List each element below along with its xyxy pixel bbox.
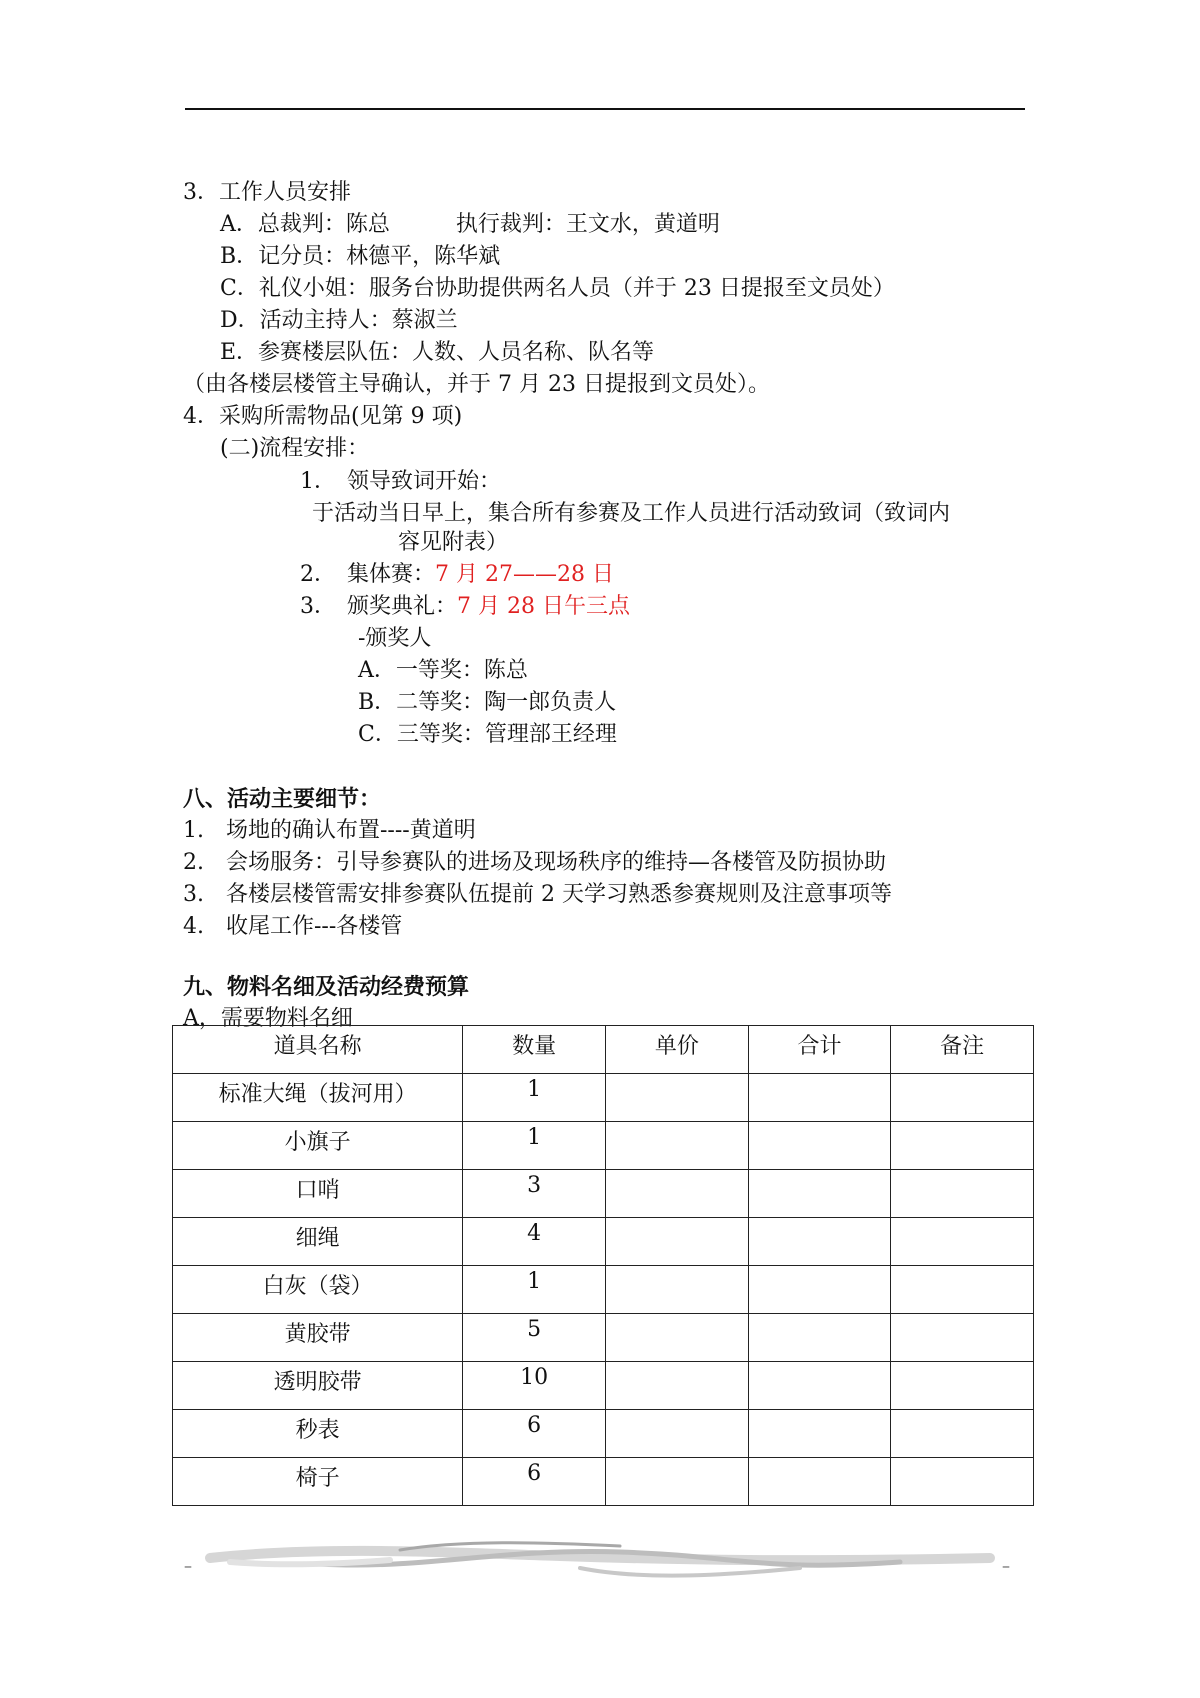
cell-unit-price <box>606 1314 749 1362</box>
staff-item-d: D．活动主持人：蔡淑兰 <box>220 308 458 333</box>
cell-total <box>748 1458 891 1506</box>
cell-remarks <box>891 1458 1034 1506</box>
cell-quantity: 6 <box>463 1458 606 1506</box>
cell-remarks <box>891 1122 1034 1170</box>
presenter-label: -颁奖人 <box>358 626 432 651</box>
cell-total <box>748 1122 891 1170</box>
column-header-total: 合计 <box>748 1026 891 1074</box>
cell-unit-price <box>606 1170 749 1218</box>
table-row <box>173 1170 1034 1218</box>
cell-quantity: 1 <box>463 1122 606 1170</box>
cell-quantity: 1 <box>463 1266 606 1314</box>
cell-unit-price <box>606 1266 749 1314</box>
cell-unit-price <box>606 1410 749 1458</box>
cell-total <box>748 1074 891 1122</box>
column-header-item-name: 道具名称 <box>173 1026 463 1074</box>
cell-item-name: 黄胶带 <box>173 1314 463 1362</box>
cell-remarks <box>891 1170 1034 1218</box>
cell-total <box>748 1362 891 1410</box>
table-row <box>173 1122 1034 1170</box>
staff-item-e-note: （由各楼层楼管主导确认，并于 7 月 23 日提报到文员处）。 <box>183 372 770 397</box>
materials-subheading: A，需要物料名细 <box>183 1006 353 1031</box>
cell-remarks <box>891 1314 1034 1362</box>
purchase-line: 4．采购所需物品(见第 9 项) <box>183 404 463 429</box>
staff-item-c: C．礼仪小姐：服务台协助提供两名人员（并于 23 日提报至文员处） <box>220 276 895 301</box>
staff-item-e: E．参赛楼层队伍：人数、人员名称、队名等 <box>220 340 655 365</box>
staff-item-a: A．总裁判：陈总 执行裁判：王文水，黄道明 <box>220 212 720 237</box>
footer-right-mark: – <box>1002 1556 1010 1575</box>
table-row <box>173 1218 1034 1266</box>
column-header-unit-price: 单价 <box>606 1026 749 1074</box>
process-item-3-label: 3． 颁奖典礼： <box>300 594 457 619</box>
column-header-remarks: 备注 <box>891 1026 1034 1074</box>
cell-quantity: 10 <box>463 1362 606 1410</box>
cell-total <box>748 1218 891 1266</box>
details-item: 2. 会场服务：引导参赛队的进场及现场秩序的维持—各楼管及防损协助 <box>183 850 886 875</box>
cell-total <box>748 1314 891 1362</box>
cell-quantity: 6 <box>463 1410 606 1458</box>
staff-item-b: B．记分员：林德平，陈华斌 <box>220 244 501 269</box>
table-header-row <box>173 1026 1034 1074</box>
cell-item-name: 细绳 <box>173 1218 463 1266</box>
process-heading: (二)流程安排： <box>220 436 370 461</box>
cell-quantity: 1 <box>463 1074 606 1122</box>
cell-item-name: 透明胶带 <box>173 1362 463 1410</box>
process-item-2-label: 2． 集体赛： <box>300 562 435 587</box>
award-third: C．三等奖：管理部王经理 <box>358 722 617 747</box>
footer-left-mark: – <box>184 1556 192 1575</box>
cell-total <box>748 1170 891 1218</box>
cell-unit-price <box>606 1074 749 1122</box>
process-item-1: 1． 领导致词开始： <box>300 469 501 494</box>
header-rule <box>185 108 1025 110</box>
cell-item-name: 标准大绳（拔河用） <box>173 1074 463 1122</box>
cell-item-name: 椅子 <box>173 1458 463 1506</box>
details-item: 3. 各楼层楼管需安排参赛队伍提前 2 天学习熟悉参赛规则及注意事项等 <box>183 882 892 907</box>
column-header-quantity: 数量 <box>463 1026 606 1074</box>
cell-quantity: 3 <box>463 1170 606 1218</box>
cell-unit-price <box>606 1458 749 1506</box>
table-row <box>173 1314 1034 1362</box>
cell-unit-price <box>606 1218 749 1266</box>
cell-remarks <box>891 1074 1034 1122</box>
materials-table <box>172 1025 1034 1506</box>
cell-remarks <box>891 1218 1034 1266</box>
cell-item-name: 口哨 <box>173 1170 463 1218</box>
table-row <box>173 1410 1034 1458</box>
table-row <box>173 1266 1034 1314</box>
process-item-2 <box>300 560 614 590</box>
process-item-1-desc2: 容见附表） <box>398 530 509 555</box>
ink-brush-stroke-icon <box>200 1528 1000 1588</box>
details-heading: 八、活动主要细节： <box>183 786 382 812</box>
materials-heading: 九、物料名细及活动经费预算 <box>183 974 470 1000</box>
process-item-3-date: 7 月 28 日午三点 <box>457 594 630 619</box>
cell-quantity: 5 <box>463 1314 606 1362</box>
cell-item-name: 白灰（袋） <box>173 1266 463 1314</box>
cell-item-name: 小旗子 <box>173 1122 463 1170</box>
details-item: 4. 收尾工作---各楼管 <box>183 914 403 939</box>
cell-remarks <box>891 1362 1034 1410</box>
table-row <box>173 1458 1034 1506</box>
cell-remarks <box>891 1266 1034 1314</box>
process-item-2-date: 7 月 27——28 日 <box>435 562 614 587</box>
staff-heading: 3．工作人员安排 <box>183 180 351 205</box>
cell-quantity: 4 <box>463 1218 606 1266</box>
cell-unit-price <box>606 1362 749 1410</box>
cell-unit-price <box>606 1122 749 1170</box>
cell-total <box>748 1266 891 1314</box>
award-first: A．一等奖：陈总 <box>358 658 528 683</box>
details-item: 1. 场地的确认布置----黄道明 <box>183 818 476 843</box>
award-second: B．二等奖：陶一郎负责人 <box>358 690 617 715</box>
cell-item-name: 秒表 <box>173 1410 463 1458</box>
table-row <box>173 1362 1034 1410</box>
cell-remarks <box>891 1410 1034 1458</box>
process-item-1-desc: 于活动当日早上，集合所有参赛及工作人员进行活动致词（致词内 <box>312 501 951 526</box>
process-item-3 <box>300 592 630 622</box>
table-row <box>173 1074 1034 1122</box>
cell-total <box>748 1410 891 1458</box>
